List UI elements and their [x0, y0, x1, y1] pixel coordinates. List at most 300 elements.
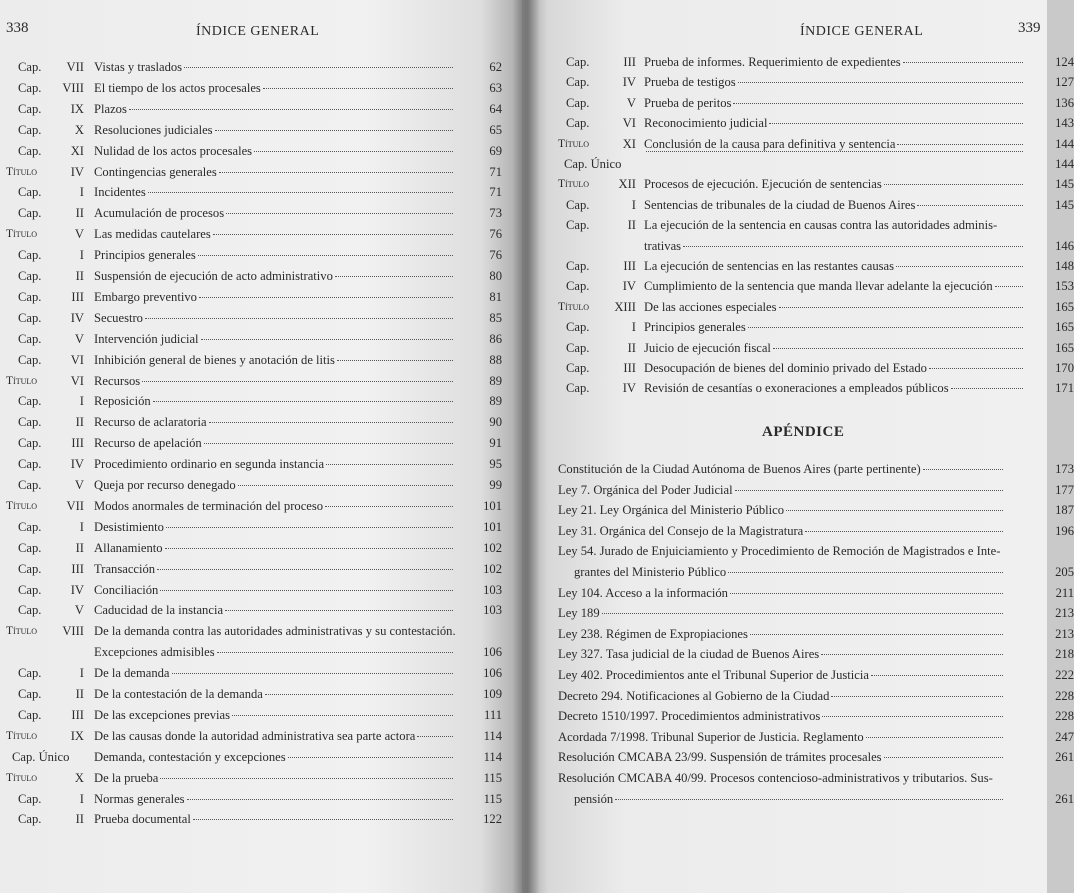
- dot-leader: [326, 464, 453, 465]
- toc-entry: [558, 706, 1074, 726]
- entry-kind: Cap.: [566, 197, 590, 212]
- right-page: [522, 0, 1074, 893]
- entry-numeral: IV: [70, 457, 84, 472]
- dot-leader: [187, 799, 453, 800]
- entry-title-text: trativas: [644, 238, 682, 253]
- entry-kind: Cap.: [566, 116, 590, 131]
- toc-entry: [6, 580, 516, 600]
- entry-title-text: El tiempo de los actos procesales: [94, 80, 261, 95]
- toc-entry: [6, 726, 516, 746]
- entry-kind: Título: [6, 165, 38, 178]
- entry-title-text: Juicio de ejecución fiscal: [644, 340, 771, 355]
- dot-leader: [160, 590, 453, 591]
- entry-title-text: grantes del Ministerio Público: [574, 565, 727, 579]
- entry-title-text: Resolución CMCABA 40/99. Procesos contencioso-administrativos y tributarios. Sus-: [558, 771, 993, 785]
- entry-title-text: Embargo preventivo: [94, 289, 197, 304]
- entry-title-text: Excepciones admisibles: [94, 645, 215, 660]
- dot-leader: [213, 234, 453, 235]
- entry-page: 62: [489, 60, 502, 74]
- toc-entry: [6, 266, 516, 286]
- dot-leader: [335, 276, 453, 277]
- entry-page: 90: [489, 415, 502, 430]
- toc-entry: [6, 371, 516, 391]
- toc-entry: [6, 663, 516, 683]
- entry-numeral: VIII: [62, 80, 84, 95]
- toc-entry: [558, 480, 1074, 500]
- entry-title-text: La ejecución de la sentencia en causas contra las autoridades adminis-: [644, 218, 998, 233]
- toc-entry: [6, 642, 516, 662]
- entry-title-text: Las medidas cautelares: [94, 227, 211, 242]
- toc-entry: [6, 162, 516, 182]
- dot-leader: [897, 144, 1023, 145]
- appendix-heading: APÉNDICE: [762, 424, 845, 440]
- entry-kind: Cap.: [18, 394, 42, 409]
- entry-title-text: Resolución CMCABA 23/99. Suspensión de trámites procesales: [558, 750, 882, 765]
- dot-leader: [219, 172, 453, 173]
- left-page-header: ÍNDICE GENERAL: [196, 24, 320, 39]
- entry-page: 177: [1055, 482, 1074, 497]
- toc-entry: [558, 562, 1074, 582]
- entry-title-text: Ley 238. Régimen de Expropiaciones: [558, 626, 748, 641]
- entry-numeral: I: [79, 666, 84, 681]
- toc-entry: [558, 174, 1074, 194]
- entry-title: [94, 78, 456, 98]
- entry-kind: Cap.: [18, 269, 42, 283]
- entry-numeral: V: [74, 331, 84, 346]
- entry-title: [558, 603, 1006, 623]
- entry-title-text: Ley 327. Tasa judicial de la ciudad de Buenos Aires: [558, 647, 820, 662]
- entry-title: [94, 120, 456, 140]
- entry-numeral: II: [75, 687, 84, 701]
- toc-entry: [558, 72, 1074, 92]
- entry-numeral: V: [74, 227, 84, 242]
- entry-numeral: I: [79, 185, 84, 200]
- entry-kind: Cap.: [18, 519, 42, 534]
- entry-page: 86: [489, 331, 502, 346]
- entry-title-text: Procesos de ejecución. Ejecución de sentencias: [644, 177, 882, 192]
- toc-entry: [6, 517, 516, 537]
- entry-page: 165: [1055, 320, 1074, 335]
- entry-numeral: VI: [70, 352, 84, 367]
- dot-leader: [204, 443, 453, 444]
- entry-page: 127: [1055, 75, 1074, 90]
- entry-title: [558, 665, 1006, 685]
- entry-page: 89: [489, 373, 502, 388]
- entry-title-text: Reposición: [94, 394, 151, 409]
- entry-kind: Cap.: [18, 457, 42, 472]
- entry-title-text: Prueba de peritos: [644, 95, 732, 110]
- entry-kind: Cap.: [18, 415, 42, 430]
- entry-page: 213: [1055, 606, 1074, 621]
- entry-title-text: Reconocimiento judicial: [644, 116, 768, 131]
- entry-numeral: IX: [70, 728, 84, 743]
- toc-entry: [558, 521, 1074, 541]
- toc-entry: [558, 276, 1074, 296]
- entry-kind: Título: [6, 374, 38, 387]
- toc-entry: [6, 308, 516, 328]
- entry-page: 63: [489, 80, 502, 95]
- entry-title-text: Principios generales: [644, 320, 746, 335]
- entry-page: 136: [1055, 95, 1074, 110]
- toc-entry: [6, 224, 516, 244]
- dot-leader: [822, 716, 1003, 717]
- left-page: [0, 0, 522, 893]
- entry-numeral: IV: [70, 582, 84, 597]
- entry-title-text: Ley 31. Orgánica del Consejo de la Magistratura: [558, 523, 804, 538]
- toc-entry: [6, 350, 516, 370]
- entry-numeral: III: [623, 361, 636, 375]
- left-page-number: 338: [6, 20, 29, 36]
- toc-entry: [558, 603, 1074, 623]
- toc-entry: [558, 665, 1074, 685]
- entry-kind: Cap.: [566, 75, 590, 90]
- toc-entry: [558, 768, 1046, 788]
- entry-title: [644, 358, 1026, 378]
- entry-title: [94, 141, 456, 161]
- dot-leader: [728, 572, 1003, 573]
- entry-numeral: VII: [66, 498, 84, 513]
- dot-leader: [337, 360, 453, 361]
- entry-page: 213: [1055, 626, 1074, 641]
- toc-entry: [6, 99, 516, 119]
- entry-page: 165: [1055, 299, 1074, 314]
- entry-title-text: De la prueba: [94, 770, 159, 785]
- entry-page: 99: [489, 478, 502, 492]
- entry-title: [94, 287, 456, 307]
- entry-title: [644, 236, 1026, 256]
- toc-entry: [6, 57, 516, 77]
- entry-page: 69: [489, 143, 502, 158]
- entry-title: [94, 809, 456, 829]
- entry-kind: Cap.: [566, 218, 590, 233]
- toc-entry: [6, 454, 516, 474]
- entry-numeral: II: [75, 269, 84, 283]
- toc-entry: [558, 236, 1074, 256]
- entry-numeral: I: [79, 248, 84, 263]
- entry-title-text: Nulidad de los actos procesales: [94, 143, 253, 158]
- toc-entry: [6, 120, 516, 140]
- dot-leader: [153, 401, 453, 402]
- entry-title: [94, 308, 456, 328]
- entry-title: [94, 454, 456, 474]
- entry-numeral: X: [74, 122, 84, 137]
- entry-page: 228: [1055, 688, 1074, 703]
- entry-title-text: Resoluciones judiciales: [94, 122, 213, 137]
- entry-numeral: VII: [66, 60, 84, 74]
- entry-kind: Cap.: [18, 561, 42, 576]
- entry-title: [644, 276, 1026, 296]
- entry-title-text: Decreto 1510/1997. Procedimientos administrativos: [558, 709, 821, 724]
- entry-numeral: III: [623, 259, 636, 273]
- entry-numeral: III: [623, 55, 636, 69]
- entry-kind: Cap.: [18, 352, 42, 367]
- entry-title: [94, 412, 456, 432]
- toc-entry: [558, 338, 1074, 358]
- entry-title-text: De las causas donde la autoridad administrativa sea parte actora: [94, 728, 416, 743]
- entry-numeral: I: [79, 791, 84, 806]
- entry-numeral: XI: [622, 136, 636, 151]
- toc-entry: [558, 256, 1074, 276]
- dot-leader: [602, 613, 1003, 614]
- toc-entry: [558, 93, 1074, 113]
- toc-entry: [6, 789, 516, 809]
- toc-entry: [6, 705, 516, 725]
- entry-title-text: Desistimiento: [94, 519, 164, 534]
- entry-page: 91: [489, 436, 502, 451]
- entry-page: 205: [1055, 565, 1074, 579]
- entry-title: [94, 538, 456, 558]
- entry-page: 76: [489, 227, 502, 242]
- entry-page: 89: [489, 394, 502, 409]
- entry-page: 102: [483, 540, 502, 555]
- dot-leader: [148, 192, 453, 193]
- entry-title: [558, 747, 1006, 767]
- book-gutter-shadow: [512, 0, 540, 893]
- entry-page: 165: [1055, 340, 1074, 355]
- entry-page: 114: [483, 749, 502, 764]
- dot-leader: [199, 297, 453, 298]
- entry-numeral: V: [626, 95, 636, 110]
- entry-title-text: Procedimiento ordinario en segunda instancia: [94, 457, 325, 472]
- entry-page: 170: [1055, 361, 1074, 375]
- entry-title-text: Modos anormales de terminación del proceso: [94, 498, 324, 513]
- toc-entry: [558, 317, 1074, 337]
- entry-page: 85: [489, 310, 502, 325]
- entry-kind: Cap.: [566, 279, 590, 294]
- entry-title: [644, 256, 1026, 276]
- toc-entry: [558, 358, 1074, 378]
- entry-title: [558, 480, 1006, 500]
- entry-kind: Título: [6, 771, 38, 784]
- entry-numeral: V: [74, 603, 84, 618]
- entry-title-text: Intervención judicial: [94, 331, 199, 346]
- toc-entry: [558, 583, 1074, 603]
- entry-title-text: Sentencias de tribunales de la ciudad de Buenos Aires: [644, 197, 916, 212]
- entry-numeral: VI: [622, 116, 636, 131]
- dot-leader: [735, 490, 1003, 491]
- toc-entry: [6, 684, 516, 704]
- entry-title: [558, 583, 1006, 603]
- entry-kind: Título: [558, 137, 590, 150]
- entry-title: [94, 391, 456, 411]
- dot-leader: [923, 469, 1003, 470]
- toc-entry: [558, 624, 1074, 644]
- entry-title: [558, 624, 1006, 644]
- entry-kind: Cap.: [566, 381, 590, 396]
- entry-title: [94, 517, 456, 537]
- entry-title: [574, 789, 1006, 809]
- dot-leader: [871, 675, 1003, 676]
- entry-kind: Cap.: [18, 687, 42, 701]
- entry-kind: Cap.: [18, 60, 42, 74]
- entry-kind: Cap.: [18, 248, 42, 263]
- entry-page: 95: [489, 457, 502, 472]
- entry-kind: Cap.: [18, 540, 42, 555]
- entry-page: 106: [483, 666, 502, 681]
- entry-kind: Cap.: [18, 310, 42, 325]
- toc-entry: [558, 52, 1074, 72]
- entry-title-text: Recurso de aclaratoria: [94, 415, 207, 430]
- entry-title: [94, 747, 456, 767]
- dot-leader: [215, 130, 453, 131]
- toc-entry: [558, 727, 1074, 747]
- entry-page: 173: [1055, 462, 1074, 476]
- entry-kind: Cap.: [566, 55, 590, 69]
- entry-title: [644, 215, 1026, 235]
- dot-leader: [325, 506, 453, 507]
- entry-numeral: II: [75, 415, 84, 430]
- dot-leader: [201, 339, 453, 340]
- entry-page: 109: [483, 687, 502, 701]
- toc-entry: [6, 433, 516, 453]
- entry-kind: Título: [6, 228, 38, 241]
- entry-page: 102: [483, 561, 502, 576]
- dot-leader: [166, 527, 453, 528]
- dot-leader: [646, 151, 1023, 152]
- toc-entry: [6, 621, 516, 641]
- entry-page: 153: [1055, 279, 1074, 294]
- entry-numeral: IX: [70, 101, 84, 116]
- dot-leader: [896, 266, 1023, 267]
- entry-title: [558, 686, 1006, 706]
- entry-title: [94, 57, 456, 77]
- entry-page: 261: [1055, 791, 1074, 806]
- entry-page: 171: [1055, 381, 1074, 396]
- entry-title-text: Demanda, contestación y excepciones: [94, 749, 286, 764]
- entry-numeral: V: [74, 478, 84, 492]
- entry-page: 114: [483, 728, 502, 743]
- entry-title: [94, 580, 456, 600]
- entry-title-text: De las acciones especiales: [644, 299, 777, 314]
- entry-title: [558, 706, 1006, 726]
- entry-numeral: VI: [70, 373, 84, 388]
- entry-numeral: II: [627, 340, 636, 355]
- dot-leader: [225, 610, 453, 611]
- entry-kind: Cap.: [566, 361, 590, 375]
- dot-leader: [805, 531, 1003, 532]
- toc-entry: [558, 195, 1074, 215]
- entry-kind: Cap.: [18, 206, 42, 221]
- entry-kind: Cap.: [18, 101, 42, 116]
- toc-entry: [558, 789, 1074, 809]
- entry-title: [94, 600, 456, 620]
- entry-title: [94, 496, 456, 516]
- dot-leader: [730, 593, 1003, 594]
- entry-title: [558, 768, 1006, 788]
- entry-title-text: De la demanda: [94, 666, 170, 681]
- entry-title: [94, 684, 456, 704]
- right-page-header: ÍNDICE GENERAL: [800, 24, 924, 39]
- entry-kind: Cap.: [566, 320, 590, 335]
- entry-title-text: Allanamiento: [94, 540, 163, 555]
- entry-title: [558, 644, 1006, 664]
- entry-title: [94, 245, 456, 265]
- toc-entry: [6, 203, 516, 223]
- entry-numeral: XIII: [614, 299, 636, 314]
- dot-leader: [831, 696, 1003, 697]
- entry-title: [94, 789, 456, 809]
- entry-numeral: IV: [70, 310, 84, 325]
- entry-title: [94, 350, 456, 370]
- entry-page: 218: [1055, 647, 1074, 662]
- entry-title-text: Acumulación de procesos: [94, 206, 225, 221]
- entry-title-text: Conclusión de la causa para definitiva y sentencia: [644, 136, 896, 151]
- dot-leader: [217, 652, 453, 653]
- entry-title: [644, 154, 1026, 155]
- entry-kind: Cap.: [18, 666, 42, 681]
- entry-page: 103: [483, 603, 502, 618]
- entry-kind: Título: [6, 729, 38, 742]
- entry-title: [94, 726, 456, 746]
- entry-title: [94, 99, 456, 119]
- dot-leader: [773, 348, 1023, 349]
- entry-title: [94, 475, 456, 495]
- dot-leader: [750, 634, 1003, 635]
- entry-title: [644, 72, 1026, 92]
- dot-leader: [738, 82, 1023, 83]
- entry-title-text: Normas generales: [94, 791, 185, 806]
- entry-title: [558, 500, 1006, 520]
- entry-title-text: Secuestro: [94, 310, 143, 325]
- entry-numeral: II: [627, 218, 636, 233]
- entry-title: [644, 297, 1026, 317]
- toc-entry: [558, 500, 1074, 520]
- entry-kind: Cap.: [18, 143, 42, 158]
- entry-title-text: Ley 189: [558, 606, 600, 621]
- entry-title-text: Ley 7. Orgánica del Poder Judicial: [558, 482, 733, 497]
- entry-kind: Cap. Único: [12, 749, 70, 764]
- dot-leader: [917, 205, 1023, 206]
- entry-numeral: XII: [618, 177, 636, 192]
- entry-title: [94, 162, 456, 182]
- entry-title: [94, 768, 456, 788]
- toc-entry: [6, 538, 516, 558]
- entry-title-text: Revisión de cesantías o exoneraciones a empleados públicos: [644, 381, 949, 396]
- entry-numeral: II: [75, 206, 84, 221]
- dot-leader: [160, 778, 453, 779]
- entry-page: 247: [1055, 729, 1074, 744]
- dot-leader: [232, 715, 453, 716]
- dot-leader: [733, 103, 1023, 104]
- entry-page: 101: [483, 519, 502, 534]
- entry-title: [94, 559, 456, 579]
- dot-leader: [184, 67, 453, 68]
- dot-leader: [193, 819, 453, 820]
- entry-page: 76: [489, 248, 502, 263]
- entry-page: 115: [483, 770, 502, 785]
- toc-entry: [558, 113, 1074, 133]
- toc-entry: [558, 644, 1074, 664]
- entry-title-text: Incidentes: [94, 185, 146, 200]
- entry-page: 145: [1055, 177, 1074, 192]
- entry-title: [558, 521, 1006, 541]
- entry-kind: Cap.: [566, 259, 590, 273]
- entry-kind: Cap.: [18, 289, 42, 304]
- dot-leader: [165, 548, 453, 549]
- entry-page: 101: [483, 498, 502, 513]
- toc-entry: [6, 182, 516, 202]
- entry-page: 143: [1055, 116, 1074, 131]
- dot-leader: [903, 62, 1023, 63]
- entry-title-text: Cumplimiento de la sentencia que manda llevar adelante la ejecución: [644, 279, 993, 294]
- dot-leader: [769, 123, 1023, 124]
- dot-leader: [786, 510, 1003, 511]
- entry-title-text: La ejecución de sentencias en las restantes causas: [644, 259, 895, 273]
- entry-kind: Cap.: [566, 340, 590, 355]
- toc-entry: [6, 809, 516, 829]
- entry-page: 81: [489, 289, 502, 304]
- entry-page: 71: [489, 164, 502, 179]
